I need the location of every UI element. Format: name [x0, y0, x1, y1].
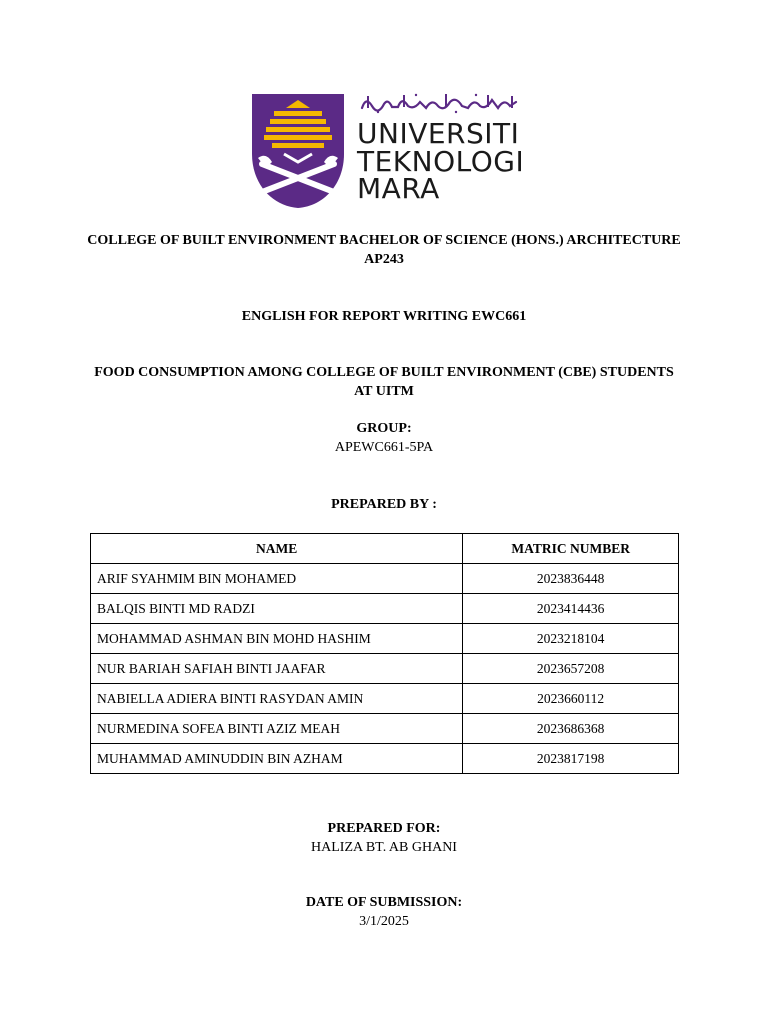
college-name: COLLEGE OF BUILT ENVIRONMENT BACHELOR OF SCIENCE (HONS.) ARCHITECTURE [87, 233, 681, 248]
group-label: GROUP: [356, 421, 412, 436]
table-row [91, 594, 679, 624]
group-value: APEWC661-5PA [334, 440, 434, 455]
course-title: ENGLISH FOR REPORT WRITING EWC661 [241, 309, 527, 324]
member-matric: 2023836448 [463, 564, 679, 594]
program-code: AP243 [364, 252, 404, 267]
topic-line-2: AT UITM [354, 384, 414, 399]
table-header-row [91, 534, 679, 564]
report-topic [0, 363, 768, 401]
table-row [91, 684, 679, 714]
members-table [90, 533, 679, 774]
submission-date: 3/1/2025 [359, 914, 409, 929]
topic-line-1: FOOD CONSUMPTION AMONG COLLEGE OF BUILT ENVIRONMENT (CBE) STUDENTS [94, 365, 674, 380]
member-matric: 2023218104 [463, 624, 679, 654]
table-row [91, 564, 679, 594]
wordmark-line-2: TEKNOLOGI [357, 144, 525, 178]
college-heading [0, 231, 768, 269]
wordmark-line-3: MARA [357, 172, 440, 205]
member-matric: 2023660112 [463, 684, 679, 714]
member-name: NURMEDINA SOFEA BINTI AZIZ MEAH [91, 714, 463, 744]
member-name: NABIELLA ADIERA BINTI RASYDAN AMIN [91, 684, 463, 714]
table-row [91, 744, 679, 774]
jawi-script-logotype [358, 92, 520, 114]
member-matric: 2023414436 [463, 594, 679, 624]
uitm-logo [250, 92, 525, 212]
uitm-wordmark [357, 117, 525, 205]
member-name: ARIF SYAHMIM BIN MOHAMED [91, 564, 463, 594]
wordmark-line-1: UNIVERSITI [357, 117, 520, 150]
member-name: NUR BARIAH SAFIAH BINTI JAAFAR [91, 654, 463, 684]
prepared-by-label: PREPARED BY : [331, 497, 437, 512]
table-row [91, 714, 679, 744]
table-row [91, 624, 679, 654]
member-name: MUHAMMAD AMINUDDIN BIN AZHAM [91, 744, 463, 774]
uitm-shield-icon [250, 92, 346, 210]
matric-column-header: MATRIC NUMBER [463, 534, 679, 564]
name-column-header: NAME [91, 534, 463, 564]
member-matric: 2023686368 [463, 714, 679, 744]
member-matric: 2023657208 [463, 654, 679, 684]
prepared-for-label: PREPARED FOR: [327, 821, 441, 836]
member-name: BALQIS BINTI MD RADZI [91, 594, 463, 624]
table-row [91, 654, 679, 684]
submission-date-label: DATE OF SUBMISSION: [305, 895, 463, 910]
member-matric: 2023817198 [463, 744, 679, 774]
member-name: MOHAMMAD ASHMAN BIN MOHD HASHIM [91, 624, 463, 654]
lecturer-name: HALIZA BT. AB GHANI [311, 840, 457, 855]
